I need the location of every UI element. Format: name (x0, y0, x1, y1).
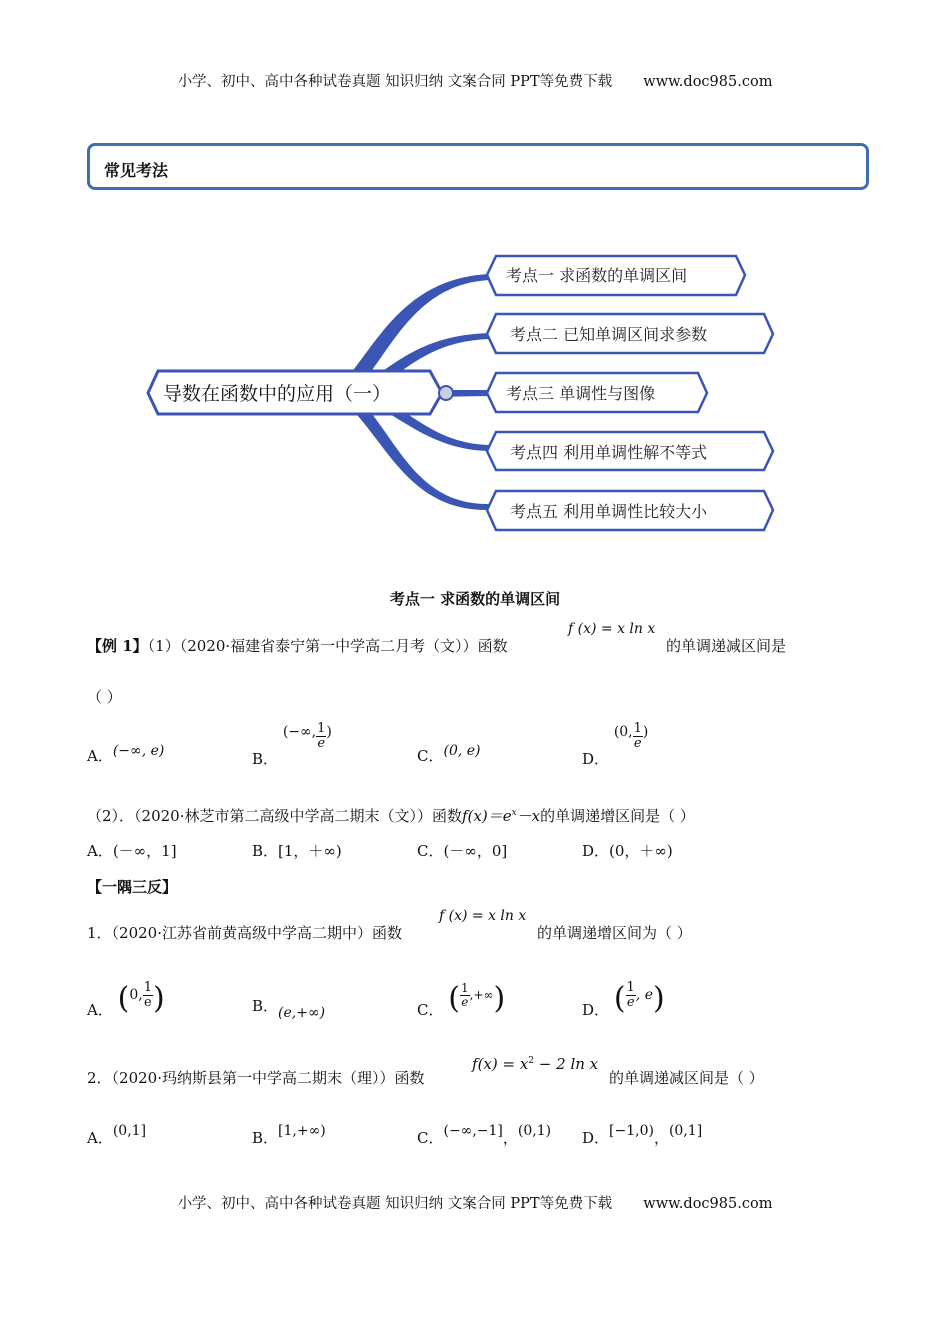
example1-p2-func: f(x)＝e (462, 807, 512, 825)
q1-prefix: 1．（2020·江苏省前黄高级中学高二期中）函数 (87, 924, 402, 942)
example1-p2-rest: －x (516, 807, 541, 825)
option-c[interactable] (417, 745, 481, 766)
example-label: 【例 1】 (87, 637, 148, 655)
q2-option-b-label: B． (252, 1129, 279, 1147)
option-d-num: 1 (633, 721, 642, 736)
example1-question1 (87, 635, 508, 656)
q1-suffix: 的单调递增区间为（ ） (537, 924, 692, 942)
header-text: 小学、初中、高中各种试卷真题 知识归纳 文案合同 PPT等免费下载 (177, 74, 613, 90)
option-d[interactable] (582, 718, 649, 769)
option-d-label: D． (582, 750, 610, 769)
q2-suffix: 的单调递减区间是（ ） (609, 1069, 764, 1087)
branch-label-2: 考点二 已知单调区间求参数 (510, 325, 708, 344)
option-b-num: 1 (317, 721, 326, 736)
q2-option-a-value: (0,1] (112, 1123, 147, 1139)
option-b-post: ) (326, 724, 332, 741)
q2-option-a-label: A． (87, 1129, 113, 1147)
example1-p2-option-a[interactable]: A．(－∞，1] (87, 842, 177, 860)
example1-p1-blank: （ ） (87, 688, 122, 706)
example1-p1-suffix: 的单调递减区间是 (666, 637, 787, 655)
q2-prefix: 2．（2020·玛纳斯县第一中学高二期末（理））函数 (87, 1069, 425, 1087)
q1-option-a-den: e (143, 994, 152, 1010)
example1-question2 (87, 805, 695, 826)
q1-option-a-pre: 0, (129, 987, 143, 1003)
topic-title: 考点一 求函数的单调区间 (389, 590, 561, 608)
q2-option-c-label: C． (417, 1129, 444, 1147)
section-title: 常见考法 (104, 161, 169, 180)
q1-option-a-label: A． (87, 1001, 113, 1019)
q2-option-d-sep: ， (653, 1129, 669, 1147)
q1-option-c-label: C． (417, 1001, 444, 1019)
option-c-value: (0, e) (443, 743, 481, 759)
branch-label-4: 考点四 利用单调性解不等式 (510, 443, 708, 462)
branch-label-5: 考点五 利用单调性比较大小 (510, 502, 708, 521)
q2-func-sup: 2 (528, 1056, 535, 1066)
q2-option-d-value2: (0,1] (668, 1123, 703, 1139)
example1-p1-func: f (x) = x ln x (568, 621, 656, 637)
q1-option-d[interactable]: D． ( $\frac{1}{e}$ , e) (582, 979, 665, 1019)
option-d-pre: (0, (613, 724, 633, 741)
q1-option-b[interactable] (252, 995, 326, 1021)
example1-p1-prefix: （1）（2020·福建省泰宁第一中学高二月考（文））函数 (147, 637, 508, 655)
collapse-dot-icon[interactable] (439, 386, 453, 400)
q2-option-b-value: [1,+∞) (278, 1123, 326, 1139)
option-a-value: (−∞, e) (112, 743, 165, 759)
q1-option-c-den: e (461, 994, 469, 1009)
q1-option-c[interactable]: C． ( $\frac{1}{e}$ $_{,+\infty}$) (417, 980, 506, 1019)
q1-option-b-label: B． (252, 997, 279, 1015)
q2-func-a: f (472, 1055, 478, 1073)
q1-option-d-label: D． (582, 1001, 610, 1019)
q2-func (472, 1055, 598, 1073)
section-title-box (87, 143, 869, 190)
q2-option-d[interactable] (582, 1123, 703, 1148)
example1-p2-suffix: 的单调递增区间是（ ） (540, 807, 695, 825)
example1-p2-sup: x (511, 808, 517, 818)
option-c-label: C． (417, 747, 444, 765)
example1-p2-option-d[interactable]: D．(0，＋∞) (582, 842, 673, 860)
page-footer (0, 1192, 950, 1213)
page-header (0, 70, 950, 91)
option-d-post: ) (642, 724, 649, 741)
branch-label-1: 考点一 求函数的单调区间 (506, 266, 688, 285)
q2-option-b[interactable] (252, 1123, 326, 1148)
root-label: 导数在函数中的应用（一） (163, 383, 392, 405)
example1-p2-option-c[interactable]: C．(－∞，0] (417, 842, 508, 860)
practice-title: 【一隅三反】 (87, 878, 178, 896)
q1-option-a-num: 1 (143, 979, 152, 995)
q1-option-c-num: 1 (460, 980, 469, 995)
footer-url[interactable]: www.doc985.com (643, 1196, 773, 1212)
q1-option-b-value: (e,+∞) (278, 1005, 326, 1021)
q2-option-d-value1: [−1,0) (609, 1123, 654, 1139)
option-b-pre: (−∞, (282, 724, 317, 741)
option-b[interactable] (252, 718, 332, 769)
q1-option-c-post: ,+∞ (469, 988, 494, 1002)
q2-option-c-value2: (0,1) (517, 1123, 552, 1139)
option-a[interactable] (87, 745, 164, 766)
q2-option-c-sep: ， (502, 1129, 518, 1147)
mindmap (0, 240, 950, 540)
q1-func: f (x) = x ln x (439, 908, 527, 924)
q2-func-c: − 2 ln x (534, 1055, 599, 1073)
option-d-den: e (633, 735, 642, 751)
header-url[interactable]: www.doc985.com (643, 74, 773, 90)
option-a-label: A． (87, 747, 113, 765)
example1-p2-option-b[interactable]: B．[1，＋∞) (252, 842, 342, 860)
branch-label-3: 考点三 单调性与图像 (506, 384, 656, 403)
footer-text: 小学、初中、高中各种试卷真题 知识归纳 文案合同 PPT等免费下载 (177, 1196, 613, 1212)
q2-option-c-value1: (−∞,−1] (443, 1123, 503, 1139)
q1-option-d-den: e (626, 994, 635, 1010)
q1-option-a[interactable]: A． (0, $\frac{1}{e}$ ) (87, 979, 165, 1019)
q1-option-d-post: , e (635, 987, 653, 1003)
example1-p2-text: （2）．（2020·林芝市第二高级中学高二期末（文））函数 (87, 807, 462, 825)
option-b-den: e (317, 735, 326, 751)
q2-option-c[interactable] (417, 1123, 552, 1148)
q1-option-d-num: 1 (626, 979, 635, 995)
q2-option-d-label: D． (582, 1129, 610, 1147)
q2-option-a[interactable] (87, 1123, 147, 1148)
q2-func-b: (x) = x (477, 1055, 529, 1073)
option-b-label: B． (252, 750, 279, 769)
